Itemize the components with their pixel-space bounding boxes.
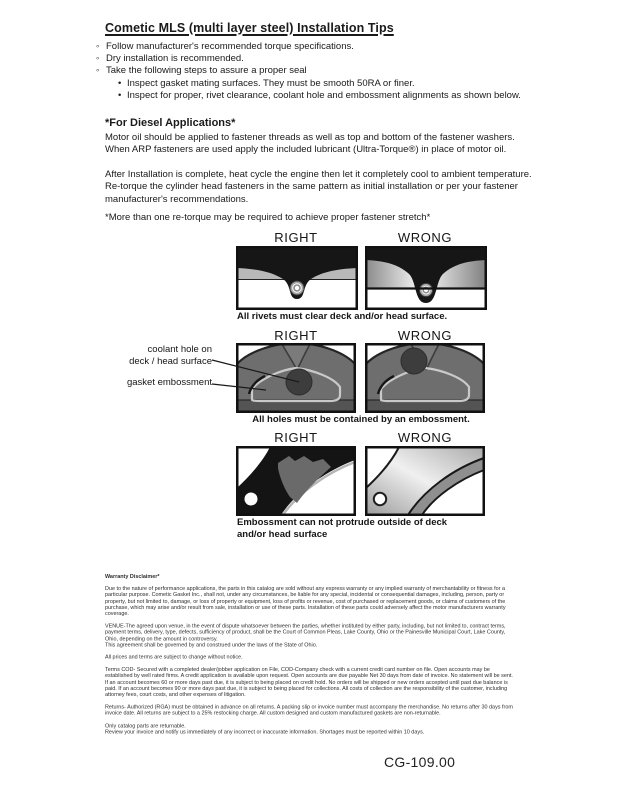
legal-paragraph: Terms COD- Secured with a completed dealer/jobber application on File, COD-Company check with a current credit card number on file. Open accounts may be established by well rated firms. A credit application is available upon request. Open accounts are due payable Net 30 days from date of invoice. No statement will be sent. If an account becomes 60 or more days past due, it is subject to being placed on credit hold. No orders will be shipped or new orders accepted until past due balance is paid. If an account becomes 90 or more days past due, it is subject to being placed for collections. All costs of collection are the responsibility of the customer, including attorney fees, court costs, and other expenses of litigation.: [105, 666, 513, 698]
coolant-hole-label: coolant hole on deck / head surface: [129, 344, 212, 367]
embossment-wrong-diagram: [365, 343, 485, 413]
embossment-protruding-illustration: [365, 446, 485, 516]
diesel-applications-heading: *For Diesel Applications*: [105, 117, 236, 129]
rivet-clear-illustration: [236, 246, 358, 310]
list-sub-item: • Inspect gasket mating surfaces. They must be smooth 50RA or finer.: [96, 78, 566, 90]
rivet-wrong-diagram: [365, 246, 487, 310]
list-sub-item: • Inspect for proper, rivet clearance, coolant hole and embossment alignments as shown below.: [96, 90, 566, 102]
row3-caption: Embossment can not protrude outside of deck and/or head surface: [237, 517, 448, 540]
row1-caption: All rivets must clear deck and/or head surface.: [237, 311, 448, 322]
legal-paragraph: Due to the nature of performance applications, the parts in this catalog are sold without any express warranty or any implied warranty of merchantability or fitness for a particular purpose. Cometic Gasket Inc., shall not, under any circumstances, be liable for any special, incidental or consequential damages, including, person, party or property, but not limited to, damage, or loss of property or equipment, loss of profits or revenue, cost of purchased or replacement goods, or claims of customers of the purchase, which may arise and/or result from sale, installation or use of these parts. Installation of these parts could adversely affect the motor manufacturers warranty coverage.: [105, 585, 506, 617]
diesel-paragraph: Motor oil should be applied to fastener threads as well as top and bottom of the fastener washers. When ARP fasteners are used apply the included lubricant (Ultra-Torque®) in place of motor oil.: [105, 132, 515, 156]
retorque-note: *More than one re-torque may be required to achieve proper fastener stretch*: [105, 212, 431, 223]
rivet-right-diagram: [236, 246, 358, 310]
leader-lines: [115, 340, 315, 400]
legal-paragraph: All prices and terms are subject to change without notice.: [105, 653, 243, 661]
diesel-paragraph: After Installation is complete, heat cycle the engine then let it completely cool to ambient temperature. Re-torque the cylinder head fasteners in the same pattern as initial installation or per your fastener manufacturer's recommendations.: [105, 169, 532, 205]
list-item: ◦ Dry installation is recommended.: [96, 53, 566, 65]
legal-paragraph: Only catalog parts are returnable.: [105, 722, 186, 729]
legal-paragraph: This agreement shall be governed by and construed under the laws of the State of Ohio.: [105, 641, 318, 648]
legal-paragraph: VENUE-The agreed upon venue, in the event of dispute whatsoever between the parties, whether instituted by either party, including, but not limited to, contract terms, payment terms, delivery, type, defects, sufficiency of product, shall be the Court of Common Pleas, Lake County, Ohio or the Painesville Municipal Court, Lake County, Ohio, depending on the amount in controversy.: [105, 622, 506, 642]
right-label: RIGHT: [274, 230, 318, 245]
row2-caption: All holes must be contained by an embossment.: [252, 414, 470, 425]
protrusion-wrong-diagram: [365, 446, 485, 516]
wrong-label: WRONG: [397, 430, 453, 445]
list-item: ◦ Follow manufacturer's recommended torque specifications.: [96, 41, 566, 53]
warranty-disclaimer: [105, 573, 516, 741]
legal-paragraph: Returns- Authorized (RGA) must be obtained in advance on all returns. A packing slip or invoice number must accompany the merchandise. No returns after 30 days from invoice date. All returns are subject to a 25% restocking charge. All custom designed and custom manufactured gaskets are non-returnable.: [105, 703, 513, 717]
hole-outside-illustration: [365, 343, 485, 413]
installation-tips-list: [96, 41, 566, 102]
page-number: CG-109.00: [384, 754, 456, 770]
protrusion-right-diagram: [236, 446, 356, 516]
page-title: Cometic MLS (multi layer steel) Installation Tips: [105, 21, 394, 35]
legal-paragraph: Review your invoice and notify us immediately of any incorrect or inaccurate information. Shortages must be reported within 10 days.: [105, 728, 425, 735]
right-label: RIGHT: [274, 328, 318, 343]
list-item: ◦ Take the following steps to assure a proper seal: [96, 65, 566, 77]
wrong-label: WRONG: [397, 230, 453, 245]
warranty-disclaimer-heading: Warranty Disclaimer*: [105, 573, 160, 580]
wrong-label: WRONG: [397, 328, 453, 343]
right-label: RIGHT: [274, 430, 318, 445]
gasket-embossment-label: gasket embossment: [126, 377, 212, 388]
embossment-inside-illustration: [236, 446, 356, 516]
rivet-interference-illustration: [365, 246, 487, 310]
